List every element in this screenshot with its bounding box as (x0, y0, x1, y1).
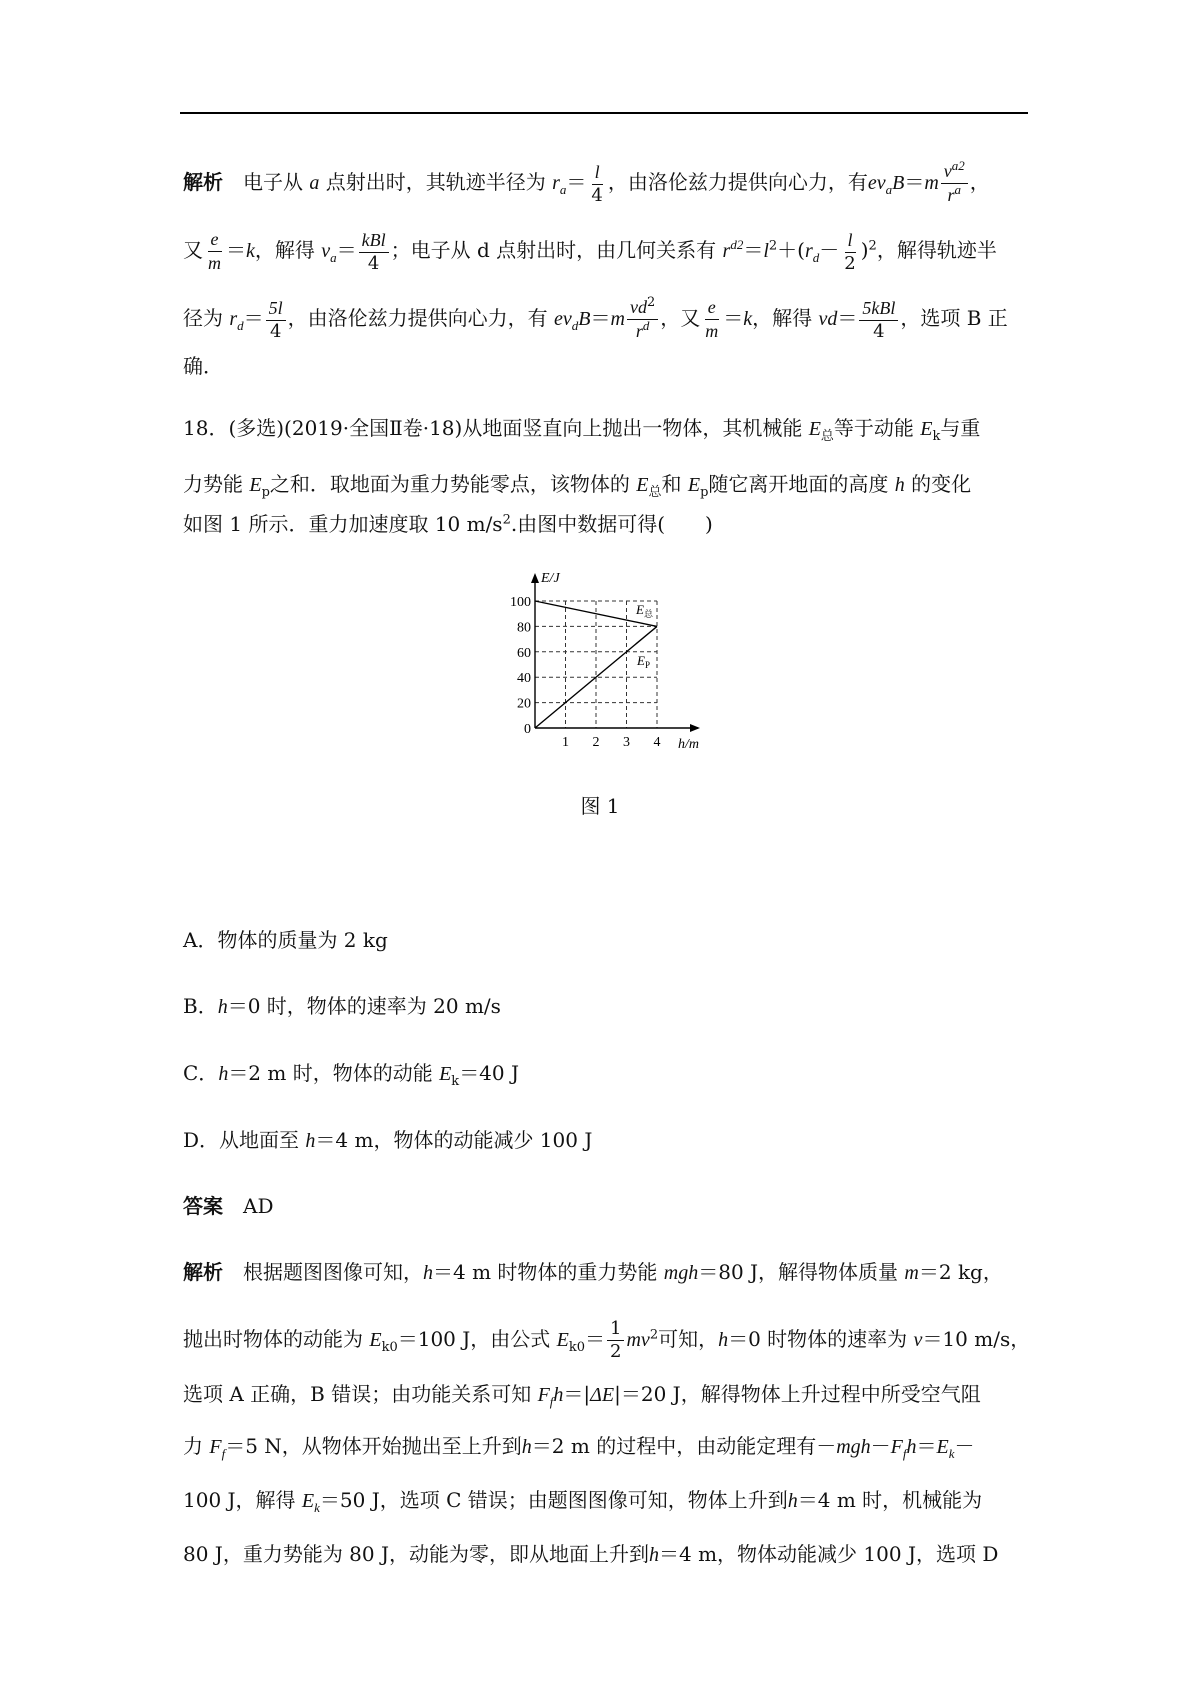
fraction (205, 228, 224, 275)
text: ) (860, 238, 869, 262)
math: v (913, 1329, 923, 1351)
text: ，又 (660, 306, 701, 330)
y-axis-arrow (531, 573, 539, 583)
math: h (894, 474, 905, 496)
text: ＝ (590, 306, 611, 330)
text: 100 J，解得 (183, 1488, 296, 1512)
text: ＝5 N，从物体开始抛出至上升到 (225, 1434, 522, 1458)
math: E (369, 1329, 382, 1351)
frac-num: 1 (610, 1318, 622, 1339)
math: a (309, 172, 320, 194)
text: 和 (661, 472, 682, 496)
math: vd (818, 308, 838, 330)
fraction (266, 297, 286, 343)
fraction (841, 229, 858, 275)
math: E (808, 418, 821, 440)
question-line-1 (183, 414, 1028, 443)
text: ＝2 kg， (918, 1260, 1003, 1284)
text: ＝ (226, 238, 246, 262)
y-axis-label: E/J (541, 571, 560, 586)
math: h (423, 1262, 433, 1284)
text: － (870, 1434, 891, 1458)
frac-den: r (947, 185, 955, 205)
fraction (359, 229, 389, 275)
frac-den: 4 (367, 252, 380, 274)
text: ＝10 m/s， (922, 1327, 1031, 1351)
text: 又 (183, 238, 203, 262)
chart-ticks (510, 595, 661, 750)
frac-num: e (210, 229, 219, 249)
text: 18．(多选)(2019·全国Ⅱ卷·18)从地面竖直向上抛出一物体，其机械能 (183, 416, 803, 440)
text: ， (969, 170, 990, 194)
math-sub: d (812, 250, 820, 265)
math: ev (554, 308, 572, 330)
math: h (217, 996, 228, 1018)
text: 点射出时，其轨迹半径为 (325, 170, 546, 194)
text: ＝4 m，物体的动能减少 100 J (315, 1128, 593, 1152)
x-axis-arrow (690, 724, 700, 732)
option-a (183, 926, 1028, 954)
math: h (553, 1384, 564, 1406)
math-sub: d (571, 318, 579, 333)
prev-solution-line-4 (183, 352, 1028, 380)
text: ＝ (336, 238, 357, 262)
x-tick-label: 1 (562, 735, 569, 750)
math: F (890, 1436, 903, 1458)
y-tick-label: 20 (517, 696, 531, 712)
text: ，解得轨迹半 (876, 238, 997, 262)
math-sup: 2 (768, 238, 778, 254)
math-sub: 总 (648, 485, 662, 500)
text: ＝100 J，由公式 (397, 1327, 551, 1351)
prev-solution-line-2 (183, 228, 1028, 275)
math: m (610, 308, 625, 330)
text: ＝80 J，解得物体质量 (698, 1260, 899, 1284)
math-sub: f (221, 1446, 226, 1461)
energy-height-chart (500, 568, 740, 758)
option-d (183, 1126, 1028, 1155)
fraction (607, 1318, 624, 1363)
math-sup: 2 (646, 295, 656, 310)
figure-caption: 图 1 (580, 794, 620, 818)
math-sup: d2 (730, 237, 744, 253)
math: B (892, 172, 905, 194)
math: m (904, 1262, 919, 1284)
text: ＝| (563, 1382, 591, 1406)
text: ＝4 m 时，机械能为 (797, 1488, 983, 1512)
frac-num: v (943, 161, 952, 181)
math-sub: k0 (568, 1340, 586, 1355)
math-sup: 2 (502, 512, 511, 528)
math: ΔE (590, 1384, 615, 1406)
text: ＝ (916, 1434, 937, 1458)
text: A．物体的质量为 2 kg (183, 928, 388, 952)
text: ＝ (837, 306, 858, 330)
math-sup: 2 (868, 238, 877, 254)
frac-num: 5l (268, 297, 283, 318)
x-tick-label: 4 (653, 735, 661, 750)
frac-den: 2 (610, 1341, 622, 1362)
math: h (787, 1490, 798, 1512)
frac-num: kBl (361, 229, 386, 250)
text: 抛出时物体的动能为 (183, 1327, 363, 1351)
math-sub: k0 (381, 1340, 398, 1355)
text: ，解得 (752, 306, 813, 330)
y-tick-label: 100 (510, 595, 531, 610)
series-label-e-total: $E_总$ (636, 602, 653, 619)
math: E (439, 1063, 452, 1085)
math: h (718, 1329, 729, 1351)
math: E (301, 1490, 315, 1512)
math-sub: a (559, 182, 567, 197)
frac-den: m (705, 321, 719, 341)
text: ，选项 B 正 (900, 306, 1008, 330)
x-tick-label: 2 (592, 735, 600, 750)
frac-den: 4 (591, 184, 603, 206)
text: 等于动能 (833, 416, 914, 440)
text: ＝ (243, 306, 264, 330)
math: mgh (663, 1262, 699, 1284)
question-line-2 (183, 470, 1028, 499)
text: ，由洛伦兹力提供向心力，有 (287, 306, 548, 330)
text: － (819, 238, 840, 262)
x-tick-label: 3 (623, 735, 630, 750)
solution-line-6 (183, 1540, 1028, 1569)
text: 选项 A 正确，B 错误；由功能关系可知 (183, 1382, 532, 1406)
text: 随它离开地面的高度 (708, 472, 889, 496)
fraction (859, 297, 898, 343)
text: 的变化 (911, 472, 972, 496)
math: r (229, 308, 238, 330)
text: ＝0 时，物体的速率为 20 m/s (227, 994, 501, 1018)
series-label-e-p: $E_P$ (637, 653, 650, 670)
solution-line-2 (183, 1318, 1031, 1363)
math: F (209, 1436, 222, 1458)
text: ＝2 m 的过程中，由动能定理有－ (531, 1434, 837, 1458)
fraction (588, 161, 605, 207)
math-sub: k (932, 429, 941, 444)
option-b (183, 992, 1028, 1021)
math-sub: f (902, 1446, 907, 1461)
math: l (763, 240, 769, 262)
math-sub: k (314, 1500, 320, 1515)
text: 力势能 (183, 472, 243, 496)
frac-den: 4 (873, 320, 885, 342)
math: E (687, 474, 701, 496)
math-sub: d (237, 318, 244, 333)
math: v (321, 240, 331, 262)
math: r (722, 240, 731, 262)
frac-num: l (594, 161, 600, 182)
text: 确． (183, 354, 223, 378)
math: F (537, 1384, 550, 1406)
text: ＝50 J，选项 C 错误；由题图图像可知，物体上升到 (319, 1488, 788, 1512)
text: ；电子从 d 点射出时，由几何关系有 (390, 238, 717, 262)
text: .由图中数据可得( ) (510, 512, 713, 536)
math: ev (867, 172, 886, 194)
option-c (183, 1059, 1028, 1088)
math-sup: 2 (649, 1327, 659, 1343)
math: E (920, 418, 933, 440)
text: 之和．取地面为重力势能零点，该物体的 (269, 472, 630, 496)
text: 根据题图图像可知， (243, 1260, 423, 1284)
frac-num: e (707, 297, 716, 317)
math-sub: p (261, 485, 270, 500)
text: ＝ (743, 238, 764, 262)
text: ，由洛伦兹力提供向心力，有 (607, 170, 868, 194)
text: 径为 (183, 306, 223, 330)
text: ＝40 J (459, 1061, 520, 1085)
text: |＝20 J，解得物体上升过程中所受空气阻 (614, 1382, 981, 1406)
math-sup: d (642, 318, 650, 333)
text: ＝4 m 时物体的重力势能 (433, 1260, 658, 1284)
prev-solution-line-3 (183, 296, 1028, 343)
math: h (906, 1436, 917, 1458)
math-sub: a (330, 250, 337, 265)
math: E (556, 1329, 569, 1351)
math-sup: a (954, 182, 962, 197)
text: ＝4 m，物体动能减少 100 J，选项 D (659, 1542, 999, 1566)
math: h (218, 1063, 229, 1085)
answer-line (183, 1192, 1028, 1220)
text: ＝ (585, 1327, 606, 1351)
math-sup: a2 (951, 158, 965, 173)
math-sub: f (549, 1394, 554, 1409)
frac-num: 5kBl (862, 297, 896, 318)
y-tick-label: 60 (517, 645, 531, 661)
fraction (941, 160, 968, 207)
math: r (804, 240, 813, 262)
math: m (924, 172, 939, 194)
y-tick-label: 40 (517, 671, 531, 687)
frac-den: m (208, 253, 221, 273)
math-sub: a (885, 182, 893, 197)
text: 与重 (940, 416, 981, 440)
solution-line-5 (183, 1486, 1028, 1515)
math: E (936, 1436, 949, 1458)
math-sub: k (451, 1074, 460, 1089)
frac-num: l (847, 229, 853, 250)
answer-value: AD (243, 1194, 274, 1218)
math: h (649, 1544, 660, 1566)
series-line-e-p (535, 626, 657, 728)
math: E (636, 474, 649, 496)
math-sub: p (700, 485, 709, 500)
math: B (578, 308, 591, 330)
solution-line-1 (183, 1258, 1028, 1287)
fraction (702, 296, 721, 343)
text: ＝0 时物体的速率为 (728, 1327, 908, 1351)
header-rule (180, 112, 1028, 114)
x-axis-label: h/m (678, 737, 699, 752)
chart-axes (531, 573, 700, 732)
frac-num: vd (629, 297, 647, 317)
chart-labels (540, 571, 699, 752)
text: 可知， (658, 1327, 719, 1351)
math: k (743, 308, 753, 330)
question-line-3 (183, 510, 1028, 538)
prev-solution-line-1 (183, 160, 1028, 207)
y-tick-label: 80 (517, 620, 531, 636)
fraction (627, 296, 658, 343)
math: r (552, 172, 560, 194)
math: E (249, 474, 262, 496)
text: － (954, 1434, 975, 1458)
prev-solution-label: 解析 (183, 170, 223, 194)
math: k (246, 240, 255, 262)
text: 力 (183, 1434, 203, 1458)
text: ＝ (723, 306, 744, 330)
answer-label: 答案 (183, 1194, 223, 1218)
text: C． (183, 1061, 219, 1085)
math: mv (626, 1329, 650, 1351)
text: ＋( (777, 238, 805, 262)
solution-line-4 (183, 1432, 1028, 1461)
math: h (521, 1436, 532, 1458)
text: ＝ (566, 170, 587, 194)
frac-den: 2 (844, 252, 856, 274)
math: h (305, 1130, 316, 1152)
text: D．从地面至 (183, 1128, 300, 1152)
text: 电子从 (243, 170, 303, 194)
math-sub: k (948, 1446, 955, 1461)
text: 如图 1 所示．重力加速度取 10 m/s (183, 512, 503, 536)
solution-label: 解析 (183, 1260, 223, 1284)
text: B． (183, 994, 218, 1018)
text: ，解得 (254, 238, 315, 262)
math-sub: 总 (820, 429, 834, 444)
math: mgh (836, 1436, 871, 1458)
y-tick-label: 0 (524, 722, 531, 737)
text: 80 J，重力势能为 80 J，动能为零，即从地面上升到 (183, 1542, 650, 1566)
text: ＝2 m 时，物体的动能 (228, 1061, 433, 1085)
solution-line-3 (183, 1380, 1028, 1409)
text: ＝ (904, 170, 925, 194)
frac-den: r (635, 321, 643, 341)
frac-den: 4 (269, 320, 282, 342)
